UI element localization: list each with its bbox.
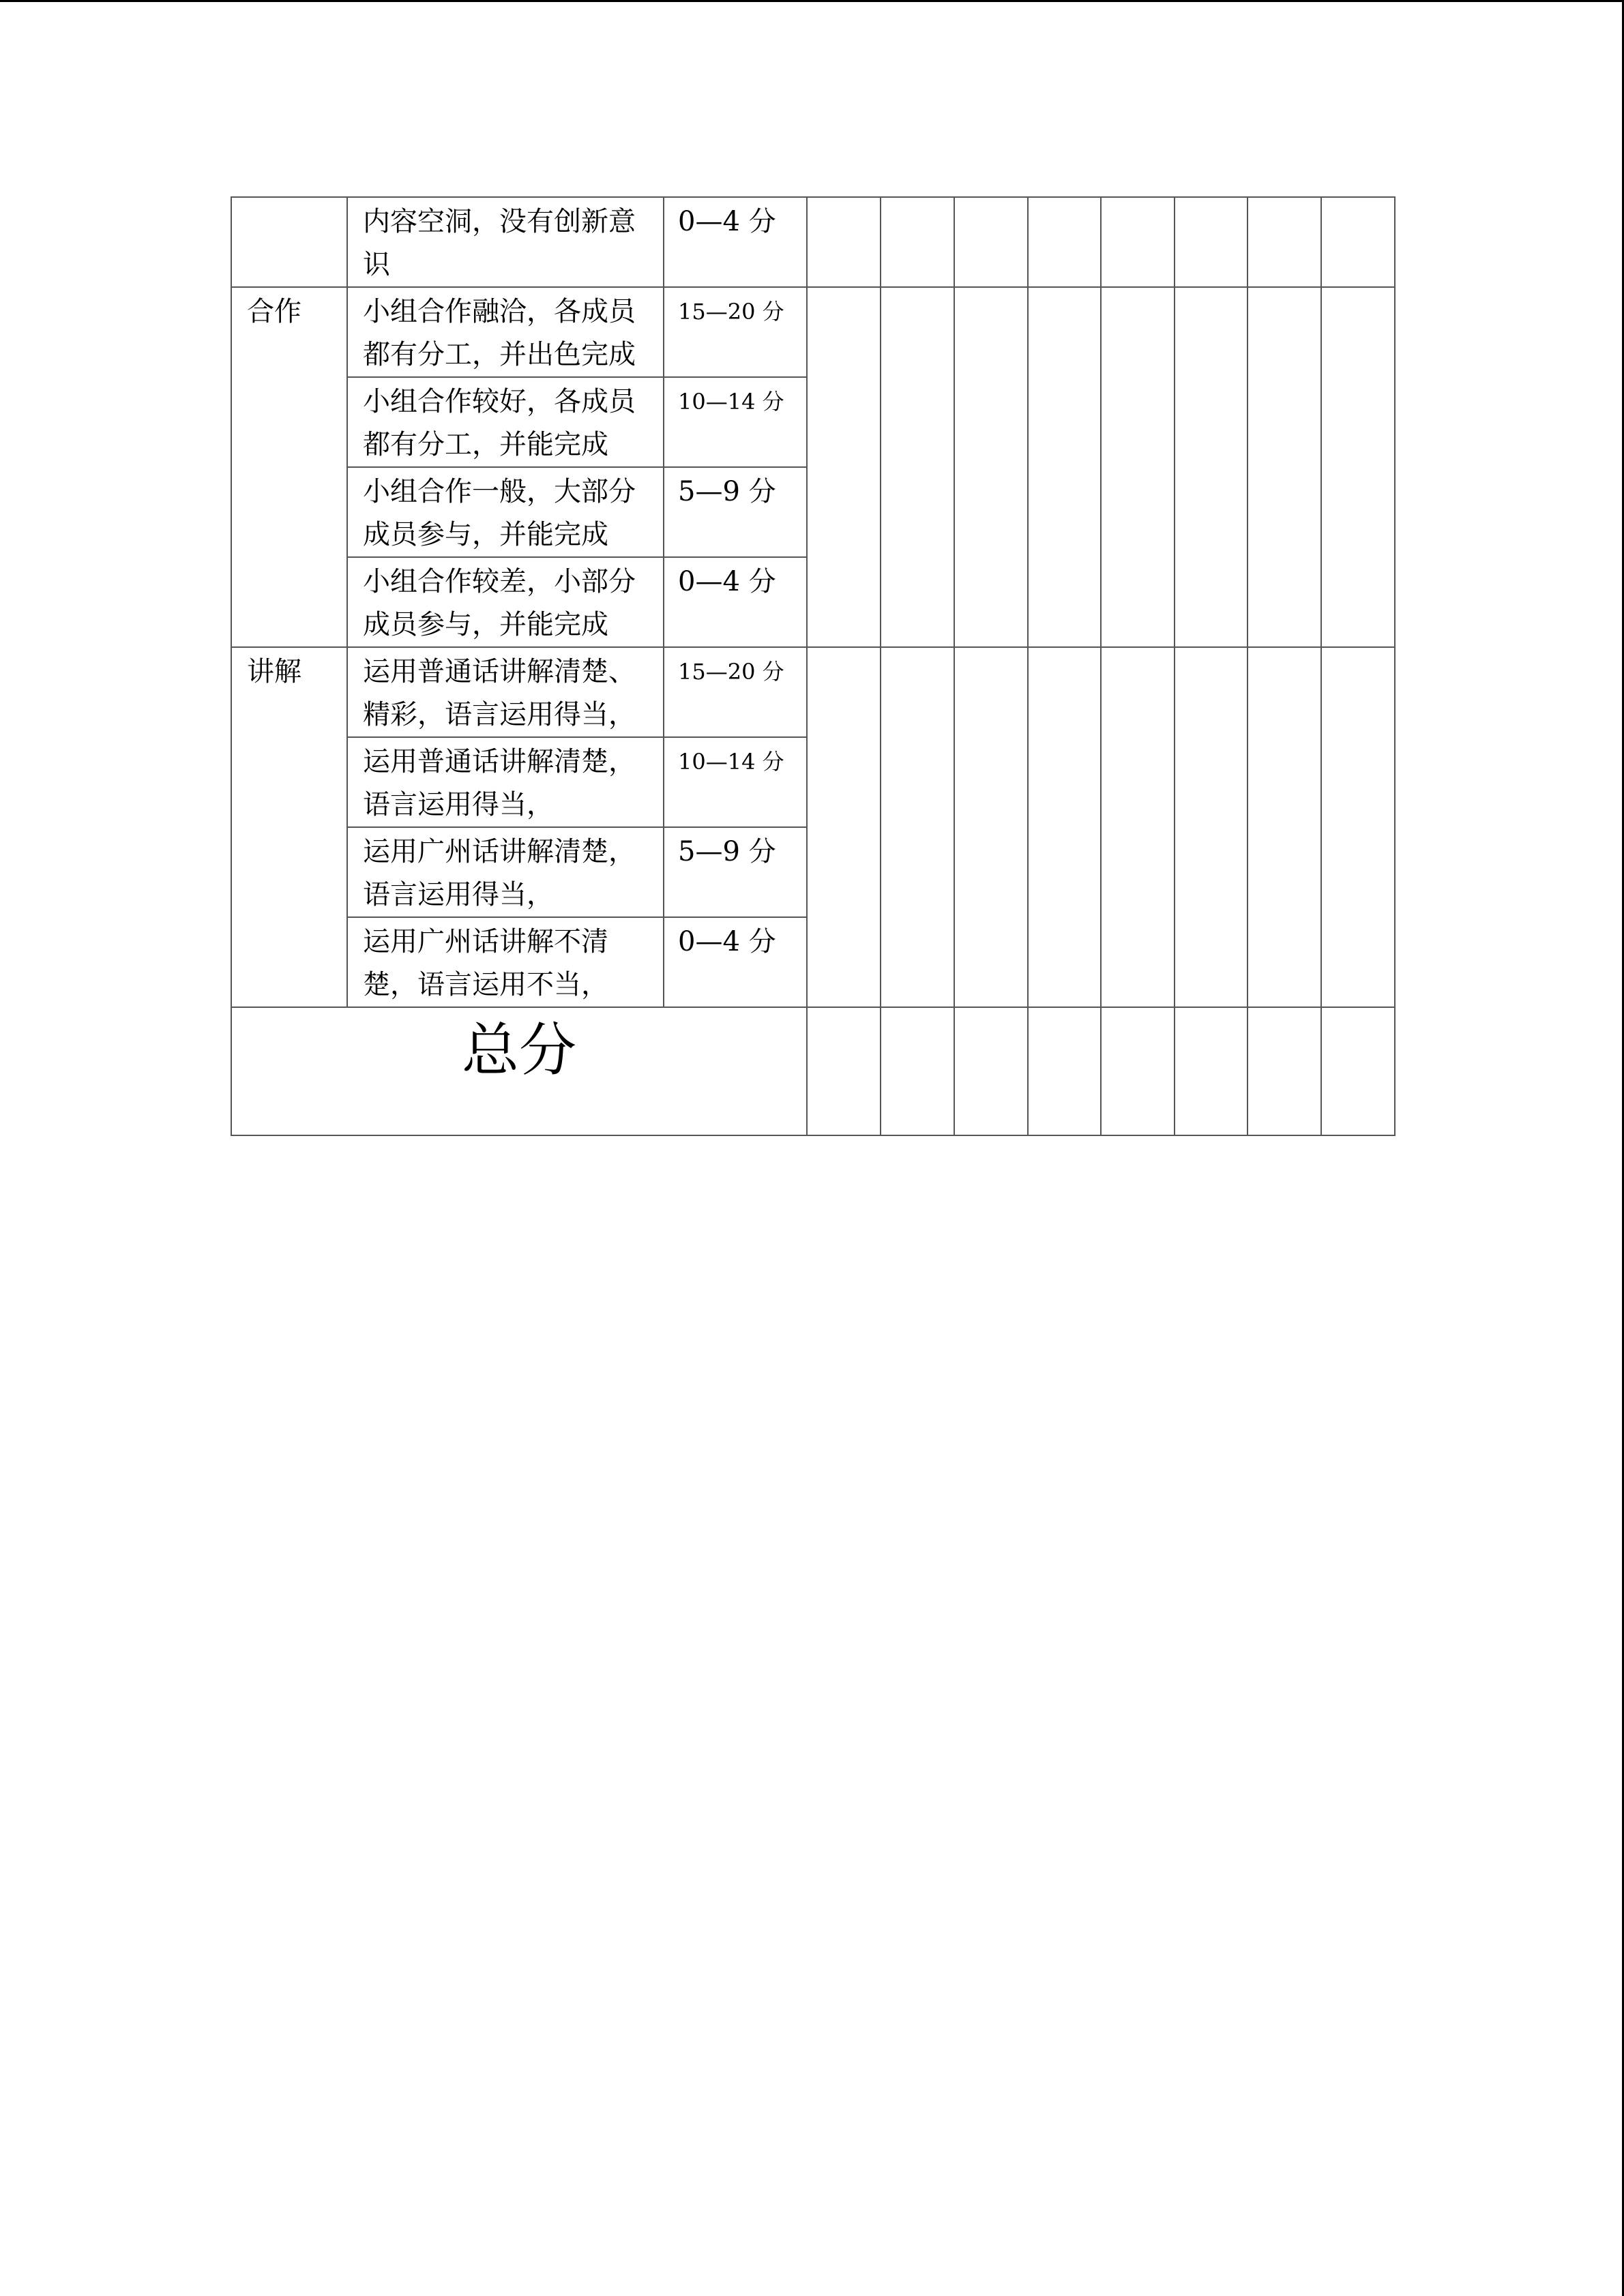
score-entry-cell[interactable] (807, 197, 881, 287)
total-score-cell[interactable] (881, 1007, 954, 1135)
total-score-cell[interactable] (1028, 1007, 1101, 1135)
description-cell: 运用普通话讲解清楚， 语言运用得当， (347, 737, 664, 827)
score-entry-cell[interactable] (1175, 287, 1247, 647)
score-entry-cell[interactable] (1321, 287, 1395, 647)
table-row (231, 647, 1395, 737)
total-label-cell (231, 1007, 807, 1135)
score-entry-cell[interactable] (1247, 287, 1321, 647)
score-range-cell: 10—14 分 (664, 377, 807, 467)
total-score-cell[interactable] (1321, 1007, 1395, 1135)
description-cell: 小组合作融洽，各成员 都有分工，并出色完成 (347, 287, 664, 377)
description-cell: 运用广州话讲解清楚， 语言运用得当， (347, 827, 664, 917)
score-entry-cell[interactable] (807, 647, 881, 1007)
score-entry-cell[interactable] (1101, 197, 1175, 287)
score-range-cell: 0—4 分 (664, 917, 807, 1007)
total-score-cell[interactable] (1175, 1007, 1247, 1135)
score-range-cell: 15—20 分 (664, 287, 807, 377)
total-label: 总分 (461, 1017, 576, 1084)
description-cell: 小组合作较好，各成员 都有分工，并能完成 (347, 377, 664, 467)
score-entry-cell[interactable] (881, 647, 954, 1007)
description-cell: 小组合作较差，小部分 成员参与，并能完成 (347, 557, 664, 647)
description-cell: 内容空洞，没有创新意 识 (347, 197, 664, 287)
description-cell: 运用普通话讲解清楚、 精彩，语言运用得当， (347, 647, 664, 737)
score-range-cell: 5—9 分 (664, 827, 807, 917)
category-cell-explanation: 讲解 (231, 647, 347, 1007)
score-range-cell: 5—9 分 (664, 467, 807, 557)
category-cell (231, 197, 347, 287)
score-entry-cell[interactable] (1101, 287, 1175, 647)
score-range-cell: 15—20 分 (664, 647, 807, 737)
score-entry-cell[interactable] (954, 287, 1028, 647)
total-score-cell[interactable] (1101, 1007, 1175, 1135)
description-cell: 运用广州话讲解不清 楚，语言运用不当， (347, 917, 664, 1007)
table-row (231, 287, 1395, 377)
category-cell-cooperation: 合作 (231, 287, 347, 647)
score-entry-cell[interactable] (881, 287, 954, 647)
score-entry-cell[interactable] (1028, 197, 1101, 287)
score-entry-cell[interactable] (1175, 647, 1247, 1007)
score-entry-cell[interactable] (1028, 287, 1101, 647)
score-entry-cell[interactable] (1247, 647, 1321, 1007)
score-entry-cell[interactable] (1101, 647, 1175, 1007)
score-entry-cell[interactable] (954, 647, 1028, 1007)
total-row (231, 1007, 1395, 1135)
page-border-top (0, 0, 1624, 2)
score-entry-cell[interactable] (954, 197, 1028, 287)
score-entry-cell[interactable] (881, 197, 954, 287)
total-score-cell[interactable] (807, 1007, 881, 1135)
total-score-cell[interactable] (1247, 1007, 1321, 1135)
score-range-cell: 0—4 分 (664, 197, 807, 287)
score-range-cell: 0—4 分 (664, 557, 807, 647)
total-score-cell[interactable] (954, 1007, 1028, 1135)
score-range-cell: 10—14 分 (664, 737, 807, 827)
table-row (231, 197, 1395, 287)
description-cell: 小组合作一般，大部分 成员参与，并能完成 (347, 467, 664, 557)
score-entry-cell[interactable] (807, 287, 881, 647)
score-entry-cell[interactable] (1247, 197, 1321, 287)
scoring-rubric-table (231, 196, 1396, 1136)
score-entry-cell[interactable] (1028, 647, 1101, 1007)
score-entry-cell[interactable] (1321, 197, 1395, 287)
score-entry-cell[interactable] (1175, 197, 1247, 287)
score-entry-cell[interactable] (1321, 647, 1395, 1007)
